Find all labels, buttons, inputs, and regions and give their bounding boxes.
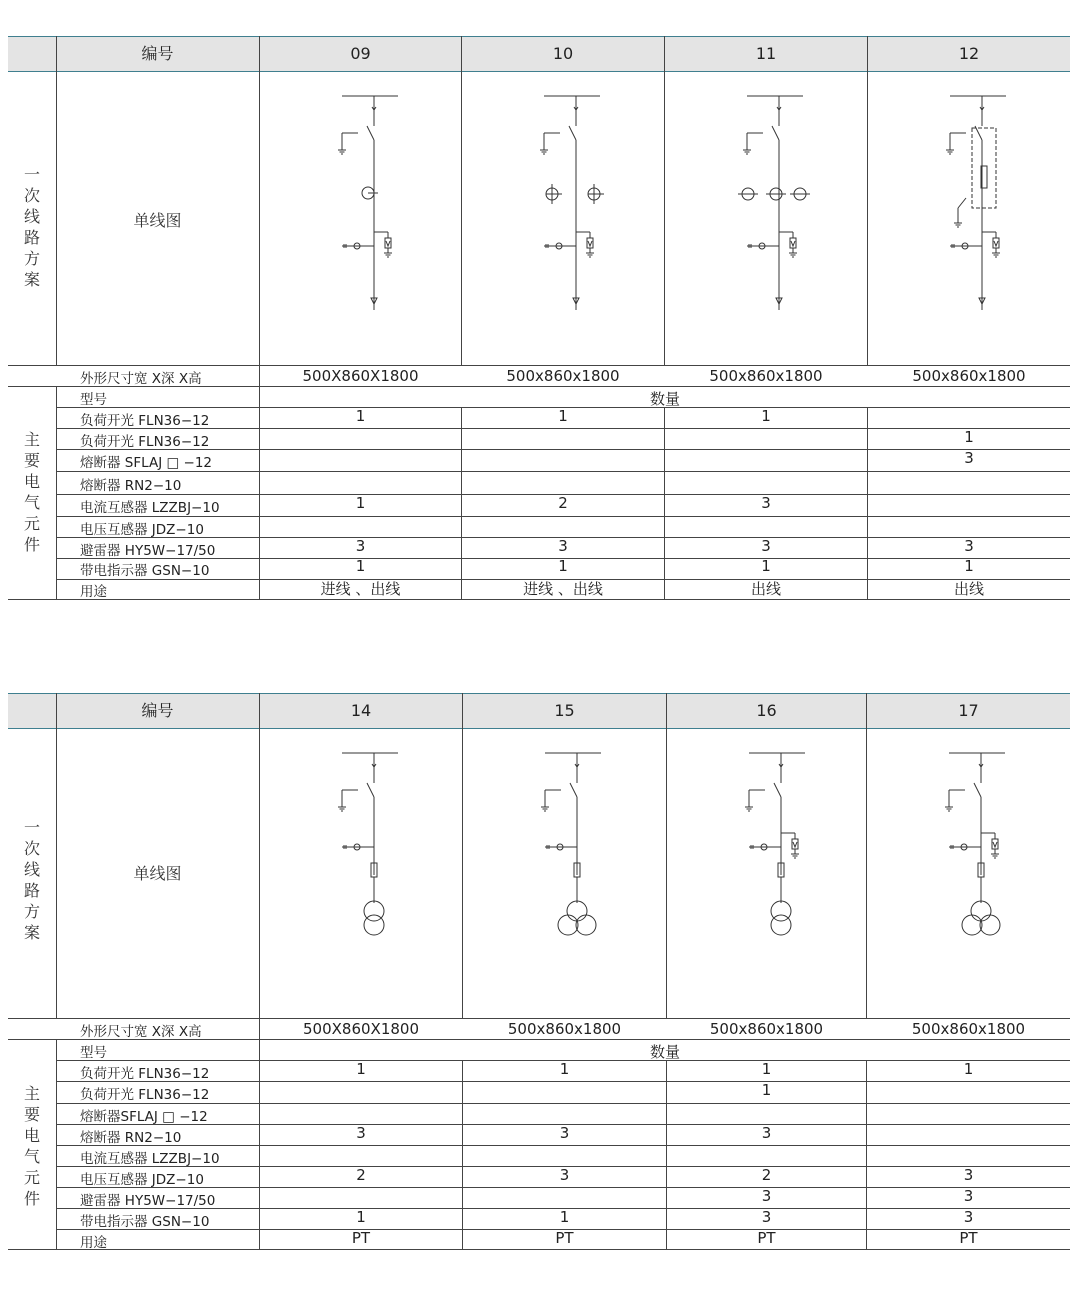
dims-value: 500x860x1800 bbox=[709, 1020, 824, 1038]
diagram-label: 单线图 bbox=[133, 864, 182, 883]
spec-table-2 bbox=[8, 693, 1070, 1250]
component-qty: 1 bbox=[761, 407, 771, 425]
voltage-transformer bbox=[971, 901, 991, 921]
component-label: 熔断器 RN2−10 bbox=[80, 1130, 182, 1146]
component-qty: 2 bbox=[761, 1166, 772, 1184]
surge-arrester bbox=[993, 842, 997, 847]
component-label: 电流互感器 LZZBJ−10 bbox=[80, 1151, 220, 1167]
component-label: 负荷开光 FLN36−12 bbox=[80, 413, 210, 429]
component-label: 负荷开光 FLN36−12 bbox=[80, 1066, 210, 1082]
single-line-diagram-16 bbox=[667, 745, 867, 955]
voltage-transformer bbox=[962, 915, 982, 935]
spec-table-1 bbox=[8, 36, 1070, 600]
component-label: 负荷开光 FLN36−12 bbox=[80, 1087, 210, 1103]
dims-label: 外形尺寸宽 X深 X高 bbox=[80, 371, 202, 387]
component-qty: 3 bbox=[355, 537, 366, 555]
component-qty: 3 bbox=[761, 537, 771, 555]
fuse-switch-box bbox=[972, 128, 996, 208]
single-line-diagram-10 bbox=[462, 88, 662, 323]
section-label-scheme: 一 次 线 路 方 案 bbox=[23, 165, 40, 289]
dims-value: 500x860x1800 bbox=[709, 367, 823, 385]
diagram-label: 单线图 bbox=[133, 211, 182, 230]
component-label: 熔断器SFLAJ □ −12 bbox=[80, 1109, 208, 1125]
load-switch bbox=[974, 783, 981, 797]
surge-arrester bbox=[791, 241, 795, 246]
section-label-components: 主 要 电 气 元 件 bbox=[23, 430, 40, 554]
header-col: 15 bbox=[554, 701, 575, 720]
dims-value: 500x860x1800 bbox=[506, 367, 620, 385]
component-qty: PT bbox=[959, 1229, 978, 1247]
component-label: 电压互感器 JDZ−10 bbox=[80, 522, 204, 538]
table-header bbox=[8, 693, 1070, 729]
load-switch bbox=[774, 783, 781, 797]
component-qty: 3 bbox=[964, 537, 974, 555]
header-col: 14 bbox=[350, 701, 372, 720]
dims-value: 500X860X1800 bbox=[303, 1020, 419, 1038]
component-qty: 3 bbox=[963, 1166, 974, 1184]
component-qty: 1 bbox=[355, 407, 366, 425]
component-qty: 3 bbox=[761, 1187, 772, 1205]
model-label: 型号 bbox=[80, 1045, 107, 1061]
voltage-transformer bbox=[576, 915, 596, 935]
component-qty: 3 bbox=[356, 1124, 366, 1142]
component-qty: 3 bbox=[559, 1124, 570, 1142]
component-label: 用途 bbox=[80, 1235, 107, 1251]
component-qty: 3 bbox=[964, 449, 974, 467]
component-label: 熔断器 RN2−10 bbox=[80, 478, 182, 494]
load-switch bbox=[569, 126, 576, 140]
component-qty: 1 bbox=[761, 1081, 772, 1099]
dims-value: 500X860X1800 bbox=[302, 367, 419, 385]
voltage-transformer bbox=[558, 915, 578, 935]
component-label: 电压互感器 JDZ−10 bbox=[80, 1172, 204, 1188]
component-qty: 3 bbox=[963, 1208, 974, 1226]
component-label: 用途 bbox=[80, 584, 107, 600]
component-qty: 1 bbox=[558, 557, 568, 575]
section-label-components: 主 要 电 气 元 件 bbox=[23, 1084, 40, 1208]
component-qty: 3 bbox=[963, 1187, 974, 1205]
component-qty: 1 bbox=[761, 1060, 772, 1078]
component-label: 负荷开光 FLN36−12 bbox=[80, 434, 210, 450]
component-qty: 1 bbox=[964, 557, 974, 575]
component-qty: 3 bbox=[558, 537, 568, 555]
component-qty: PT bbox=[351, 1229, 371, 1247]
component-qty: 3 bbox=[761, 494, 771, 512]
single-line-diagram-12 bbox=[868, 88, 1068, 323]
single-line-diagram-15 bbox=[463, 745, 663, 955]
surge-arrester bbox=[386, 241, 390, 246]
model-label: 型号 bbox=[80, 392, 107, 408]
surge-arrester bbox=[994, 241, 998, 246]
dims-label: 外形尺寸宽 X深 X高 bbox=[80, 1024, 202, 1040]
dims-value: 500x860x1800 bbox=[507, 1020, 622, 1038]
component-label: 避雷器 HY5W−17/50 bbox=[80, 543, 216, 559]
component-qty: 1 bbox=[356, 1060, 366, 1078]
voltage-transformer bbox=[771, 915, 791, 935]
voltage-transformer bbox=[567, 901, 587, 921]
load-switch bbox=[367, 126, 374, 140]
surge-arrester bbox=[793, 842, 797, 847]
component-label: 电流互感器 LZZBJ−10 bbox=[80, 500, 220, 516]
single-line-diagram-09 bbox=[260, 88, 460, 323]
component-qty: 1 bbox=[356, 1208, 366, 1226]
component-qty: 进线 、出线 bbox=[320, 580, 401, 598]
component-qty: 1 bbox=[559, 1208, 570, 1226]
dims-value: 500x860x1800 bbox=[912, 367, 1026, 385]
table-header bbox=[8, 36, 1070, 72]
voltage-transformer bbox=[364, 915, 384, 935]
header-col: 17 bbox=[958, 701, 979, 720]
header-col: 11 bbox=[755, 44, 777, 63]
header-label: 编号 bbox=[141, 701, 174, 720]
component-qty: 1 bbox=[355, 557, 366, 575]
component-qty: PT bbox=[555, 1229, 574, 1247]
qty-label: 数量 bbox=[649, 390, 680, 408]
header-col: 10 bbox=[552, 44, 574, 63]
component-qty: 进线 、出线 bbox=[523, 580, 603, 598]
component-qty: 3 bbox=[761, 1124, 772, 1142]
component-label: 熔断器 SFLAJ □ −12 bbox=[80, 455, 213, 471]
component-qty: 1 bbox=[559, 1060, 570, 1078]
component-qty: 1 bbox=[963, 1060, 974, 1078]
component-qty: 1 bbox=[964, 428, 974, 446]
earthing-switch bbox=[958, 198, 966, 208]
header-col: 12 bbox=[958, 44, 980, 63]
header-col: 09 bbox=[350, 44, 371, 63]
header-label: 编号 bbox=[141, 44, 174, 63]
component-qty: PT bbox=[757, 1229, 776, 1247]
surge-arrester bbox=[588, 241, 592, 246]
component-qty: 1 bbox=[558, 407, 568, 425]
single-line-diagram-14 bbox=[260, 745, 460, 955]
qty-label: 数量 bbox=[649, 1043, 680, 1061]
voltage-transformer bbox=[980, 915, 1000, 935]
component-qty: 1 bbox=[355, 494, 366, 512]
component-qty: 3 bbox=[761, 1208, 772, 1226]
component-qty: 出线 bbox=[953, 580, 984, 598]
component-qty: 出线 bbox=[750, 580, 781, 598]
component-label: 带电指示器 GSN−10 bbox=[80, 1214, 210, 1230]
dims-value: 500x860x1800 bbox=[911, 1020, 1026, 1038]
section-label-scheme: 一 次 线 路 方 案 bbox=[23, 818, 40, 942]
component-label: 避雷器 HY5W−17/50 bbox=[80, 1193, 216, 1209]
component-qty: 2 bbox=[356, 1166, 366, 1184]
component-qty: 3 bbox=[559, 1166, 570, 1184]
component-qty: 1 bbox=[761, 557, 771, 575]
single-line-diagram-17 bbox=[867, 745, 1067, 955]
load-switch bbox=[570, 783, 577, 797]
component-qty: 2 bbox=[558, 494, 568, 512]
load-switch bbox=[367, 783, 374, 797]
component-label: 带电指示器 GSN−10 bbox=[80, 563, 210, 579]
load-switch bbox=[772, 126, 779, 140]
single-line-diagram-11 bbox=[665, 88, 865, 323]
header-col: 16 bbox=[756, 701, 777, 720]
